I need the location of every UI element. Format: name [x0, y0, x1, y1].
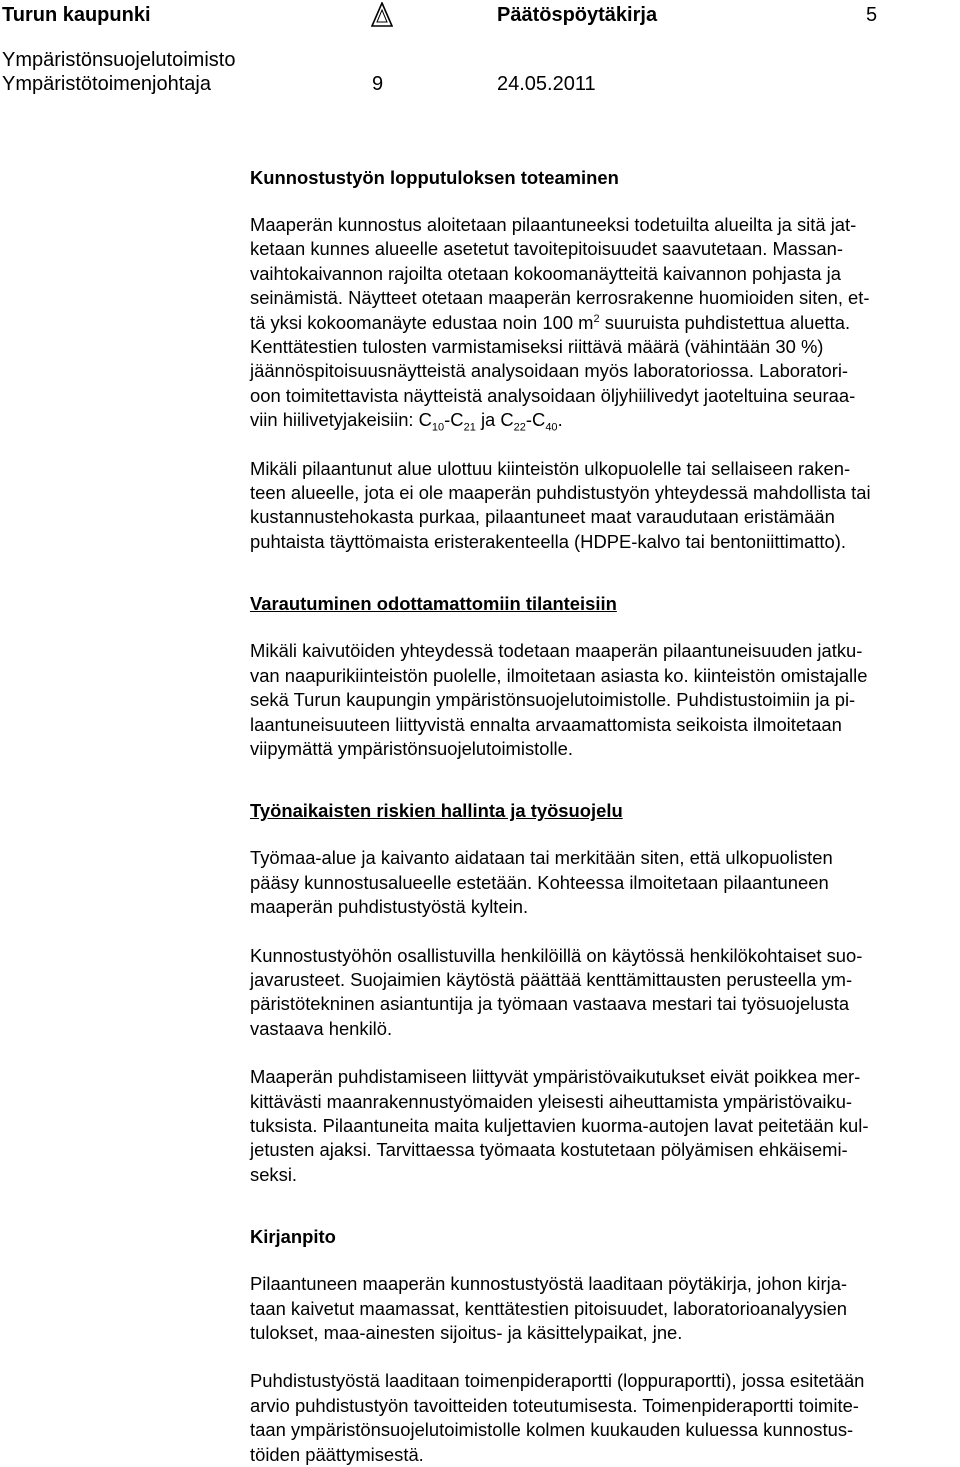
- subscript: 40: [545, 421, 558, 434]
- text-line: oon toimitettavista näytteistä analysoidaan öljyhiilivedyt jaoteltuina seuraa-: [250, 384, 856, 406]
- org-name: Turun kaupunki: [2, 4, 151, 26]
- text-line: seksi.: [250, 1163, 298, 1185]
- superscript: 2: [593, 312, 600, 325]
- text-line: pääsy kunnostusalueelle estetään. Kohteessa ilmoitetaan pilaantuneen: [250, 871, 829, 893]
- paragraph: [250, 457, 956, 555]
- text-line: laantuneisuuteen liittyvistä ennalta arvaamattomista seikoista ilmoitetaan: [250, 713, 842, 735]
- text-line: Kunnostustyöhön osallistuvilla henkilöillä on käytössä henkilökohtaiset suo-: [250, 944, 863, 966]
- decision-date: 24.05.2011: [497, 73, 596, 95]
- text-line: vaihtokaivannon rajoilta otetaan kokoomanäytteitä kaivannon pohjasta ja: [250, 262, 841, 284]
- text-line: ketaan kunnes alueelle asetetut tavoitepitoisuudet saavutetaan. Massan-: [250, 238, 843, 260]
- section-number: 9: [372, 73, 384, 95]
- paragraph: [250, 944, 956, 1042]
- section-heading-kunnostustyo: Kunnostustyön lopputuloksen toteaminen: [250, 167, 619, 188]
- text-line: Maaperän kunnostus aloitetaan pilaantuneeksi todetuilta alueilta ja sitä jat-: [250, 214, 857, 235]
- text-line: töiden päättymisestä.: [250, 1443, 424, 1465]
- text-line: Pilaantuneen maaperän kunnostustyöstä laaditaan pöytäkirja, johon kirja-: [250, 1273, 848, 1295]
- subscript: 21: [463, 421, 476, 434]
- text-line: Työmaa-alue ja kaivanto aidataan tai merkitään siten, että ulkopuolisten: [250, 847, 833, 869]
- text-line: seinämistä. Näytteet otetaan maaperän kerrosrakenne huomioiden siten, et-: [250, 287, 870, 309]
- text-line: vastaava henkilö.: [250, 1017, 393, 1039]
- paragraph: [250, 1065, 956, 1187]
- text-line: päristötekninen asiantuntija ja työmaan vastaava mestari tai työsuojelusta: [250, 993, 850, 1015]
- department-name: Ympäristönsuojelutoimisto: [2, 49, 236, 71]
- text-line: arvio puhdistustyön tavoitteiden toteutumisesta. Toimenpideraportti toimite-: [250, 1394, 859, 1416]
- text-line: tä yksi kokoomanäyte edustaa noin 100 $m^2$ suuruista puhdistettua aluetta.: [250, 311, 851, 333]
- text-line: Puhdistustyöstä laaditaan toimenpideraportti (loppuraportti), jossa esitetään: [250, 1370, 865, 1392]
- text-line: Mikäli kaivutöiden yhteydessä todetaan maaperän pilaantuneisuuden jatku-: [250, 640, 863, 662]
- section-heading-varautuminen: Varautuminen odottamattomiin tilanteisiin: [250, 593, 617, 615]
- paragraph: [250, 1369, 956, 1467]
- section-heading-kirjanpito: Kirjanpito: [250, 1226, 336, 1248]
- document-body: [250, 166, 956, 1467]
- text-line: teen alueelle, jota ei ole maaperän puhdistustyön yhteydessä mahdollista tai: [250, 482, 871, 504]
- city-crest-icon: [371, 2, 393, 28]
- subscript: 22: [513, 421, 526, 434]
- text-line: tuksista. Pilaantuneita maita kuljettavien kuorma-autojen lavat peitetään kul-: [250, 1114, 869, 1136]
- text-line: tulokset, maa-ainesten sijoitus- ja käsittelypaikat, jne.: [250, 1322, 683, 1343]
- text-line: javarusteet. Suojaimien käytöstä päättää kenttämittausten perusteella ym-: [250, 968, 853, 990]
- text-line: viin hiilivetyjakeisiin: $C_{10}-C_{21}$ ja $C_{22}-C_{40}$.: [250, 409, 563, 434]
- text-line: Maaperän puhdistamiseen liittyvät ympäristövaikutukset eivät poikkea mer-: [250, 1066, 861, 1088]
- text-line: viipymättä ympäristönsuojelutoimistolle.: [250, 737, 573, 759]
- text-line: sekä Turun kaupungin ympäristönsuojelutoimistolle. Puhdistustoimiin ja pi-: [250, 689, 856, 711]
- page-number: 5: [866, 4, 878, 26]
- text-line: Mikäli pilaantunut alue ulottuu kiinteistön ulkopuolelle tai sellaiseen raken-: [250, 457, 851, 479]
- officer-role: Ympäristötoimenjohtaja: [2, 73, 211, 95]
- paragraph: [250, 213, 956, 433]
- text-line: maaperän puhdistustyöstä kyltein.: [250, 896, 529, 918]
- text-line: Kenttätestien tulosten varmistamiseksi riittävä määrä (vähintään 30 %): [250, 336, 824, 358]
- section-heading-tyosuojelu: Työnaikaisten riskien hallinta ja työsuojelu: [250, 800, 623, 822]
- text-line: van naapurikiinteistön puolelle, ilmoitetaan asiasta ko. kiinteistön omistajalle: [250, 664, 868, 686]
- paragraph: [250, 1272, 956, 1345]
- subscript: 10: [431, 421, 445, 434]
- text-line: puhtaista täyttömaista eristerakenteella (HDPE-kalvo tai bentoniittimatto).: [250, 530, 846, 552]
- text-line: taan kaivetut maamassat, kenttätestien pitoisuudet, laboratorioanalyysien: [250, 1297, 848, 1319]
- document-type: Päätöspöytäkirja: [497, 4, 658, 26]
- text-line: kittävästi maanrakennustyömaiden yleisesti aiheuttamista ympäristövaiku-: [250, 1090, 853, 1112]
- text-line: kustannustehokasta purkaa, pilaantuneet maat varaudutaan eristämään: [250, 506, 835, 528]
- text-line: jetusten ajaksi. Tarvittaessa työmaata kostutetaan pölyämisen ehkäisemi-: [250, 1139, 848, 1161]
- paragraph: [250, 846, 956, 919]
- text-line: taan ympäristönsuojelutoimistolle kolmen kuukauden kuluessa kunnostus-: [250, 1419, 854, 1441]
- paragraph: [250, 639, 956, 761]
- text-line: jäännöspitoisuusnäytteistä analysoidaan myös laboratoriossa. Laboratori-: [250, 360, 849, 382]
